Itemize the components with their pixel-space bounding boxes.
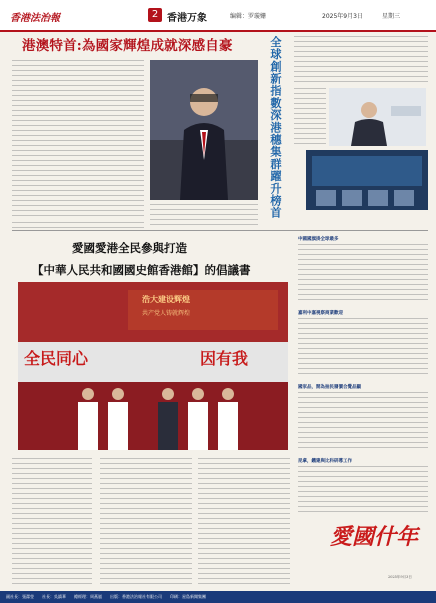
page-header (0, 0, 436, 32)
official-portrait-icon (150, 60, 258, 200)
article-text-right-top (294, 36, 428, 82)
speaker-photo-icon (329, 88, 426, 146)
right-text-2 (298, 318, 428, 378)
sign-line2: 共产党人铸就辉煌 (142, 310, 191, 317)
right-text-3 (298, 392, 428, 452)
footer-credits: 副社長：張潔瑩 社長：吳鎮華 總經理：周燕嵐 出版：香港法治報社有限公司 印刷：星島新聞集團 (6, 594, 206, 599)
section-title: 香港万象 (167, 13, 207, 24)
right-text-1 (298, 244, 428, 304)
proposal-text-col1 (12, 458, 92, 588)
banner-text-right: 因有我 (200, 349, 249, 368)
newspaper-name: 香港法治報 (10, 13, 60, 24)
photo-speaker (329, 88, 426, 146)
right-subhead-4: 昆拿，鐵建與比科研導工作 (298, 459, 352, 464)
right-subhead-2: 嘉利中嘉視察商業歡迎 (298, 311, 343, 316)
article-text-left (12, 60, 144, 220)
photo-official (150, 60, 258, 200)
proposal-title-line2: 【中華人民共和國國史館香港館】的倡議書 (32, 263, 251, 277)
issue-date: 2025年9月3日 (322, 13, 363, 20)
headline: 港澳特首:為國家輝煌成就深感自豪 (22, 38, 233, 54)
article-text-center (150, 204, 258, 228)
photo-event (306, 150, 428, 210)
editor-credit: 编辑：罗璇姗 (230, 13, 267, 20)
issue-weekday: 星期三 (382, 13, 401, 20)
date-stamp: 2025年9月3日 (388, 575, 412, 579)
right-text-4 (298, 466, 428, 512)
proposal-text-col3 (198, 458, 290, 588)
sign-line1: 浩大建设辉煌 (142, 294, 190, 304)
right-subhead-3: 國家品，開為抽民層價合覺品顯 (298, 385, 361, 390)
proposal-title-line1: 愛國愛港全民參與打造 (72, 241, 187, 255)
article-text-right-mid (294, 88, 326, 148)
right-subhead-1: 中國國旗掛全球最多 (298, 237, 339, 242)
banner-text: 全民同心 (24, 349, 89, 368)
vertical-headline: 全球創新指數深港穗集群躍升榜首 (269, 36, 283, 219)
calligraphy-logo: 愛國什年 (330, 524, 419, 550)
section-divider (12, 230, 428, 231)
proposal-text-col2 (100, 458, 192, 588)
page-number: 2 (148, 8, 162, 22)
photo-group-event (18, 282, 288, 450)
event-photo-icon (306, 150, 428, 210)
